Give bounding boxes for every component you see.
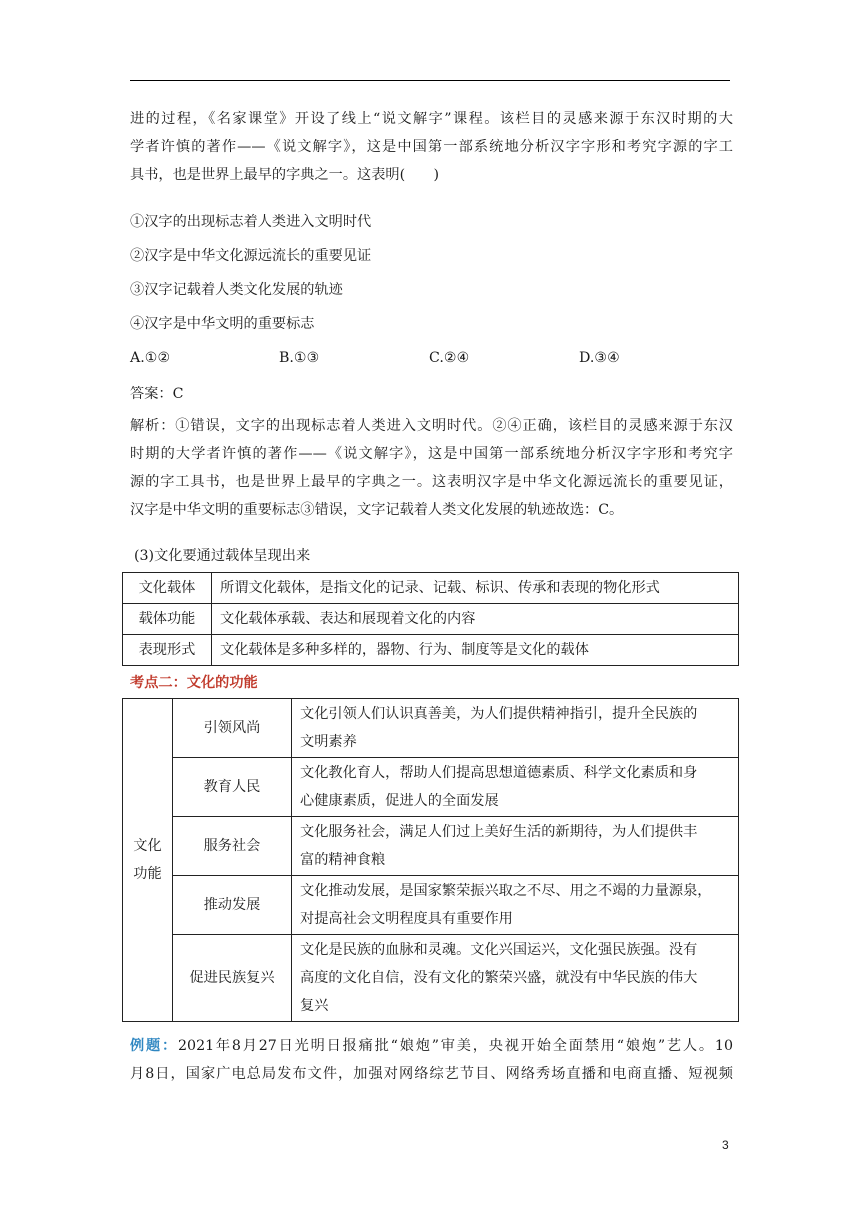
- statement-2: ②汉字是中华文化源远流长的重要见证: [130, 248, 372, 264]
- option-d: D.③④: [579, 350, 620, 366]
- table-value: 文化载体承载、表达和展现着文化的内容: [212, 604, 739, 635]
- header-rule: [130, 80, 730, 81]
- table-row: [123, 758, 739, 817]
- text-line: 月8日，国家广电总局发布文件，加强对网络综艺节目、网络秀场直播和电商直播、短视频: [130, 1066, 733, 1082]
- table-row: [123, 635, 739, 666]
- text-line: 源的字工具书，也是世界上最早的字典之一。这表明汉字是中华文化源远流长的重要见证，: [130, 474, 733, 490]
- question-stem: [130, 105, 733, 189]
- function-desc: 文化是民族的血脉和灵魂。文化兴国运兴，文化强民族强。没有 高度的文化自信，没有文化的繁荣兴盛，就没有中华民族的伟大 复兴: [292, 935, 739, 1022]
- function-key: 引领风尚: [173, 699, 292, 758]
- option-c: C.②④: [429, 350, 470, 366]
- option-a: A.①②: [130, 350, 171, 366]
- function-table: [122, 698, 739, 1022]
- text-line: 例题：2021年8月27日光明日报痛批“娘炮”审美，央视开始全面禁用“娘炮”艺人。10: [130, 1038, 733, 1054]
- table-row: [123, 876, 739, 935]
- text-line: 具书，也是世界上最早的字典之一。这表明( ): [130, 167, 440, 183]
- table-row: [123, 604, 739, 635]
- table-key: 载体功能: [123, 604, 212, 635]
- page-number: 3: [722, 1138, 729, 1152]
- kaodian-2-heading: 考点二：文化的功能: [130, 675, 258, 691]
- statement-4: ④汉字是中华文明的重要标志: [130, 316, 315, 332]
- table-row: [123, 935, 739, 1022]
- table-key: 表现形式: [123, 635, 212, 666]
- example-question: [130, 1032, 733, 1088]
- table-value: 文化载体是多种多样的，器物、行为、制度等是文化的载体: [212, 635, 739, 666]
- function-key: 促进民族复兴: [173, 935, 292, 1022]
- table-value: 所谓文化载体，是指文化的记录、记载、标识、传承和表现的物化形式: [212, 573, 739, 604]
- function-key: 教育人民: [173, 758, 292, 817]
- table-key: 文化载体: [123, 573, 212, 604]
- function-key: 推动发展: [173, 876, 292, 935]
- text-line: 学者许慎的著作——《说文解字》，这是中国第一部系统地分析汉字字形和考究字源的字工: [130, 139, 733, 155]
- section-3-title: (3)文化要通过载体呈现出来: [134, 548, 311, 564]
- text-line: 进的过程，《名家课堂》开设了线上“说文解字”课程。该栏目的灵感来源于东汉时期的大: [130, 111, 733, 127]
- table-row: [123, 817, 739, 876]
- text-line: 汉字是中华文明的重要标志③错误，文字记载着人类文化发展的轨迹故选：C。: [130, 502, 624, 518]
- function-key: 服务社会: [173, 817, 292, 876]
- option-b: B.①③: [279, 350, 320, 366]
- text-line: 解析：①错误，文字的出现标志着人类进入文明时代。②④正确，该栏目的灵感来源于东汉: [130, 418, 733, 434]
- analysis: [130, 412, 733, 524]
- function-desc: 文化服务社会，满足人们过上美好生活的新期待，为人们提供丰 富的精神食粮: [292, 817, 739, 876]
- function-desc: 文化教化育人，帮助人们提高思想道德素质、科学文化素质和身 心健康素质，促进人的全面发展: [292, 758, 739, 817]
- table-row: [123, 573, 739, 604]
- statement-3: ③汉字记载着人类文化发展的轨迹: [130, 282, 343, 298]
- answer: 答案：C: [130, 386, 184, 402]
- statement-1: ①汉字的出现标志着人类进入文明时代: [130, 214, 372, 230]
- group-label: 文化 功能: [123, 699, 173, 1022]
- function-desc: 文化引领人们认识真善美，为人们提供精神指引，提升全民族的 文明素养: [292, 699, 739, 758]
- function-desc: 文化推动发展，是国家繁荣振兴取之不尽、用之不竭的力量源泉， 对提高社会文明程度具有重要作用: [292, 876, 739, 935]
- text-line: 时期的大学者许慎的著作——《说文解字》，这是中国第一部系统地分析汉字字形和考究字: [130, 446, 733, 462]
- table-row: [123, 699, 739, 758]
- carrier-table: [122, 572, 739, 666]
- example-label: 例题：: [130, 1038, 179, 1054]
